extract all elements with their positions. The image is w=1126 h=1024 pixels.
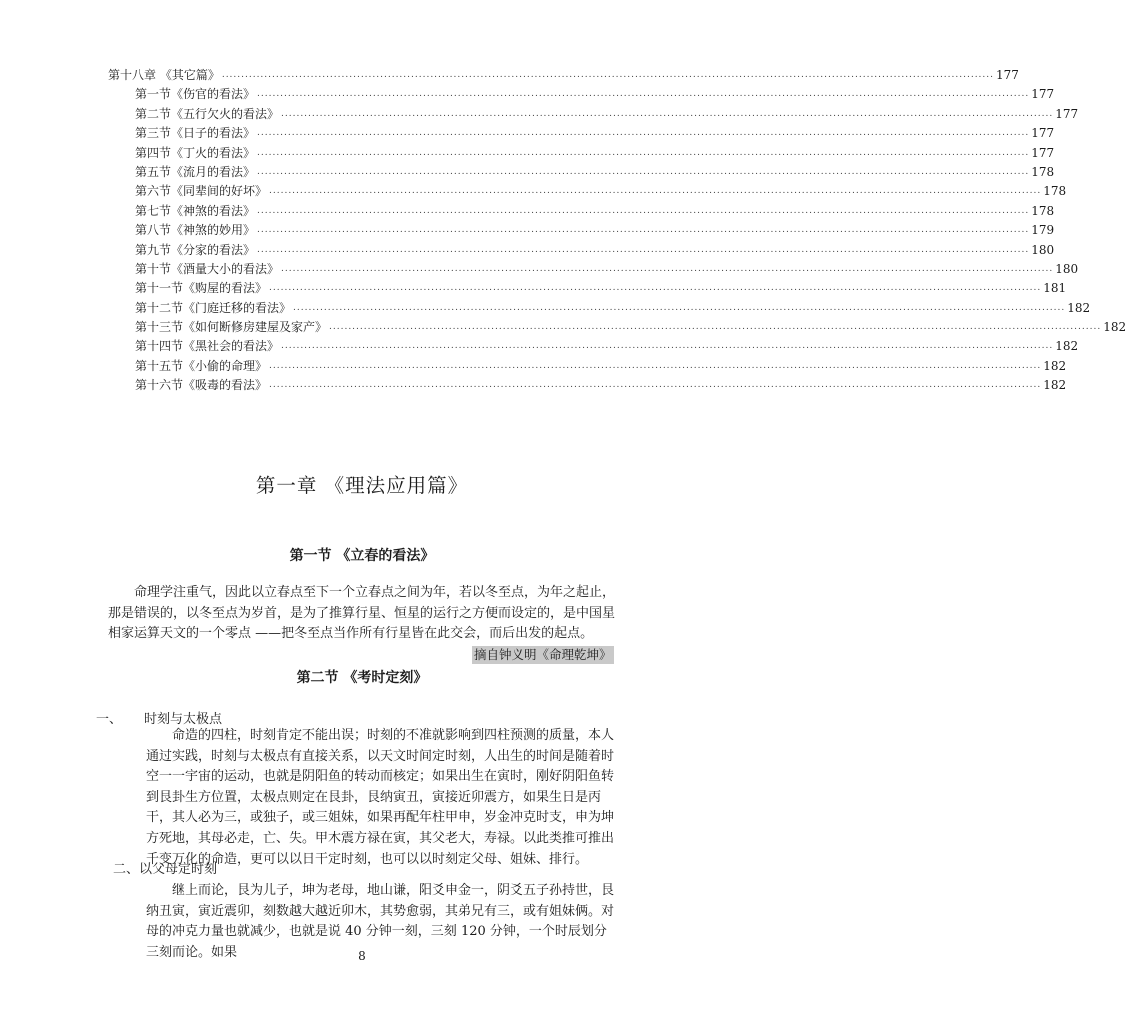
toc-entry bbox=[108, 337, 1079, 356]
toc-leader-dots: ........................................................................................................................................................................................................ bbox=[281, 263, 1054, 274]
toc-leader-dots: ........................................................................................................................................................................................................ bbox=[281, 341, 1054, 352]
toc-entry bbox=[108, 202, 1055, 221]
quote-source: 摘自钟义明《命理乾坤》 bbox=[474, 647, 612, 662]
toc-entry bbox=[108, 376, 1067, 395]
toc-leader-dots: ........................................................................................................................................................................................................ bbox=[281, 108, 1054, 119]
toc-entry-label: 第一节《伤官的看法》 bbox=[135, 87, 256, 102]
toc-entry-page: 180 bbox=[1055, 261, 1079, 276]
toc-entry-label: 第十一节《购屋的看法》 bbox=[135, 281, 268, 296]
toc-entry-page: 178 bbox=[1043, 184, 1067, 199]
toc-leader-dots: ........................................................................................................................................................................................................ bbox=[269, 283, 1042, 294]
toc-leader-dots: ........................................................................................................................................................................................................ bbox=[257, 244, 1030, 255]
toc-entry-page: 181 bbox=[1043, 281, 1067, 296]
toc-entry-page: 178 bbox=[1031, 203, 1055, 218]
toc-entry-page: 178 bbox=[1031, 164, 1055, 179]
table-of-contents bbox=[108, 66, 1126, 396]
toc-entry-page: 177 bbox=[1055, 106, 1079, 121]
section-title-1: 第一节 《立春的看法》 bbox=[289, 548, 435, 564]
toc-leader-dots: ........................................................................................................................................................................................................ bbox=[269, 380, 1042, 391]
section-title-2: 第二节 《考时定刻》 bbox=[296, 670, 428, 686]
toc-entry-label: 第十六节《吸毒的看法》 bbox=[135, 378, 268, 393]
toc-entry-page: 177 bbox=[996, 67, 1019, 82]
toc-entry-label: 第十节《酒量大小的看法》 bbox=[135, 261, 280, 276]
toc-entry-label: 第九节《分家的看法》 bbox=[135, 242, 256, 257]
toc-entry-label: 第七节《神煞的看法》 bbox=[135, 203, 256, 218]
toc-entry-page: 179 bbox=[1031, 223, 1055, 238]
toc-entry-page: 177 bbox=[1031, 87, 1055, 102]
toc-entry-label: 第五节《流月的看法》 bbox=[135, 164, 256, 179]
toc-entry-page: 182 bbox=[1043, 358, 1067, 373]
toc-leader-dots: ........................................................................................................................................................................................................ bbox=[257, 128, 1030, 139]
toc-entry bbox=[108, 221, 1055, 240]
list-number: 一、 bbox=[96, 712, 123, 727]
toc-entry bbox=[108, 163, 1055, 182]
toc-entry-page: 182 bbox=[1103, 320, 1126, 335]
toc-entry bbox=[108, 124, 1055, 143]
toc-leader-dots: ........................................................................................................................................................................................................ bbox=[329, 322, 1102, 333]
toc-entry-page: 182 bbox=[1043, 378, 1067, 393]
toc-leader-dots: ........................................................................................................................................................................................................ bbox=[221, 69, 994, 80]
toc-leader-dots: ........................................................................................................................................................................................................ bbox=[257, 205, 1030, 216]
toc-leader-dots: ........................................................................................................................................................................................................ bbox=[257, 89, 1030, 100]
chapter-title: 第一章 《理法应用篇》 bbox=[255, 474, 469, 497]
toc-entry-label: 第十八章 《其它篇》 bbox=[108, 67, 220, 82]
toc-entry bbox=[108, 144, 1055, 163]
toc-entry-label: 第六节《同辈间的好坏》 bbox=[135, 184, 268, 199]
toc-entry-label: 第十三节《如何断修房建屋及家产》 bbox=[135, 320, 328, 335]
toc-leader-dots: ........................................................................................................................................................................................................ bbox=[293, 302, 1066, 313]
toc-entry-label: 第十五节《小偷的命理》 bbox=[135, 358, 268, 373]
toc-entry bbox=[108, 279, 1067, 298]
toc-entry-page: 180 bbox=[1031, 242, 1055, 257]
page-number: 8 bbox=[358, 949, 366, 963]
toc-leader-dots: ........................................................................................................................................................................................................ bbox=[269, 360, 1042, 371]
toc-entry bbox=[108, 241, 1055, 260]
toc-entry-label: 第二节《五行欠火的看法》 bbox=[135, 106, 280, 121]
item-1-paragraph: 命造的四柱，时刻肯定不能出误；时刻的不准就影响到四柱预测的质量，本人通过实践，时刻与太极点有直接关系，以天文时间定时刻，人出生的时间是随着时空一一宇宙的运动，也就是阴阳鱼的转动而核定；如果出生在寅时，刚好阴阳鱼转到艮卦生方位置，太极点则定在艮卦，艮纳寅丑，寅接近卯震方，如果生日是丙干，其人必为三，或独子，或三姐妹，如果再配年柱甲申，岁金冲克时支，申为坤方死地，其母必走，亡、失。甲木震方禄在寅，其父老大，寿禄。以此类推可推出千变万化的命造，更可以以日干定时刻，也可以以时刻定父母、姐妹、排行。 bbox=[146, 728, 615, 867]
toc-entry-page: 182 bbox=[1067, 300, 1091, 315]
toc-entry-page: 182 bbox=[1055, 339, 1079, 354]
toc-leader-dots: ........................................................................................................................................................................................................ bbox=[269, 186, 1042, 197]
section-1-paragraph: 命理学注重气，因此以立春点至下一个立春点之间为年，若以冬至点，为年之起止，那是错误的，以冬至点为岁首，是为了推算行星、恒星的运行之方便而设定的，是中国星相家运算天文的一个零点 ——把冬至点当作所有行星皆在此交会，而后出发的起点。 bbox=[108, 585, 616, 642]
toc-entry bbox=[108, 318, 1126, 337]
toc-entry bbox=[108, 105, 1079, 124]
toc-entry-label: 第四节《丁火的看法》 bbox=[135, 145, 256, 160]
toc-entry-label: 第三节《日子的看法》 bbox=[135, 126, 256, 141]
toc-entry bbox=[108, 299, 1091, 318]
toc-entry-page: 177 bbox=[1031, 145, 1055, 160]
toc-entry-label: 第十二节《门庭迁移的看法》 bbox=[135, 300, 292, 315]
toc-leader-dots: ........................................................................................................................................................................................................ bbox=[257, 166, 1030, 177]
toc-entry bbox=[108, 182, 1067, 201]
toc-entry bbox=[108, 260, 1079, 279]
toc-entry-page: 177 bbox=[1031, 126, 1055, 141]
item-2-paragraph: 继上而论，艮为儿子，坤为老母，地山谦，阳爻申金一，阴爻五子孙持世，艮纳丑寅，寅近震卯，刻数越大越近卯木，其势愈弱，其弟兄有三，或有姐妹俩。对母的冲克力量也就减少，也就是说 40 分钟一刻，三刻 120 分钟，一个时辰划分三刻而论。如果 bbox=[146, 883, 615, 960]
toc-entry bbox=[108, 85, 1055, 104]
list-heading-text: 时刻与太极点 bbox=[144, 712, 223, 727]
toc-leader-dots: ........................................................................................................................................................................................................ bbox=[257, 147, 1030, 158]
list-heading-2: 二、以父母定时刻 bbox=[113, 862, 218, 877]
toc-leader-dots: ........................................................................................................................................................................................................ bbox=[257, 225, 1030, 236]
toc-entry bbox=[108, 66, 1019, 85]
toc-entry-label: 第八节《神煞的妙用》 bbox=[135, 223, 256, 238]
toc-entry-label: 第十四节《黑社会的看法》 bbox=[135, 339, 280, 354]
toc-entry bbox=[108, 357, 1067, 376]
